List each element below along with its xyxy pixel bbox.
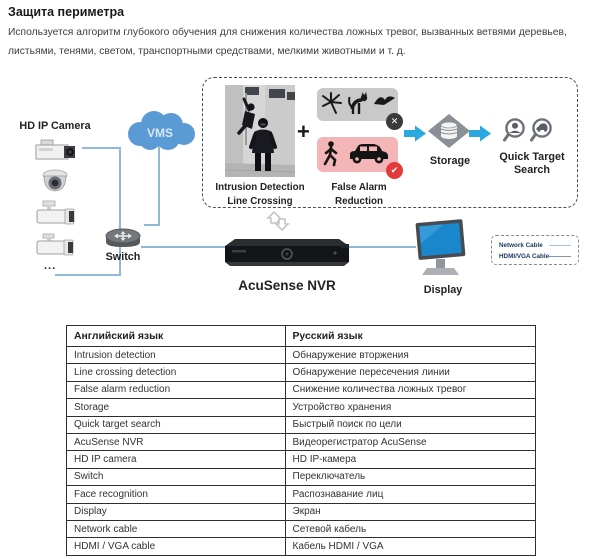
table-cell: False alarm reduction [67,381,286,398]
bullet-camera-icon [33,233,79,261]
cable-legend [491,235,579,265]
vms-cloud-icon [120,110,200,152]
table-row [67,468,536,485]
legend-item-hdmi-vga-cable [499,251,571,262]
table-cell: Network cable [67,520,286,537]
table-row [67,520,536,537]
table-row [67,538,536,555]
intrusion-photo [225,85,295,177]
table-cell: Quick target search [67,416,286,433]
page-description: Используется алгоритм глубокого обучения для снижения количества ложных тревог, вызванных ветвями деревьев, листьями, тенями, светом, транспортными средствами, мелкими животными и т. д. [8,27,567,57]
table-row [67,433,536,450]
table-cell: Line crossing detection [67,364,286,381]
table-cell: Быстрый поиск по цели [285,416,536,433]
table-cell: Устройство хранения [285,399,536,416]
table-cell: Распознавание лиц [285,486,536,503]
table-cell: HD IP camera [67,451,286,468]
cable-camera1-to-bus [82,147,120,149]
table-cell: Снижение количества ложных тревог [285,381,536,398]
cable-vms-vertical [158,144,160,225]
header-russian: Русский язык [285,326,536,347]
table-row [67,416,536,433]
hd-ip-camera-label: HD IP Camera [19,120,91,132]
legend-label: HDMI/VGA Cable [499,253,550,260]
header-english: Английский язык [67,326,286,347]
table-cell: Кабель HDMI / VGA [285,538,536,555]
branch-icon [323,93,341,113]
table-cell: Обнаружение пересечения линии [285,364,536,381]
bird-icon [374,96,395,105]
switch-icon [104,227,142,250]
table-row [67,347,536,364]
cat-icon [349,92,367,114]
car-icon [350,144,388,163]
magnifier-face-icon [505,119,524,140]
table-row [67,451,536,468]
table-row [67,486,536,503]
table-cell: Face recognition [67,486,286,503]
storage-label: Storage [429,155,471,167]
table-row [67,364,536,381]
magnifier-car-icon [532,119,551,140]
cable-nvr-to-display [348,246,416,248]
false-alarm-label: False Alarm Reduction [331,182,387,207]
reject-badge: ✕ [386,113,403,130]
table-cell: Видеорегистратор AcuSense [285,433,536,450]
quick-target-search-icon [503,117,557,144]
dome-camera-icon [41,168,69,195]
plus-sign: + [297,119,310,144]
legend-label: Network Cable [499,242,543,249]
table-cell: Экран [285,503,536,520]
sync-arrows-icon [266,210,290,232]
display-icon [413,218,469,282]
storage-icon [428,114,470,149]
table-header-row [67,326,536,347]
table-cell: Intrusion detection [67,347,286,364]
table-cell: AcuSense NVR [67,433,286,450]
target-icons [322,140,394,169]
table-cell: HD IP-камера [285,451,536,468]
nvr-icon [223,236,351,268]
bullet-camera-icon [33,200,79,230]
quick-target-search-label: Quick Target Search [499,151,565,176]
table-row [67,503,536,520]
cable-switch-to-nvr [141,246,227,248]
table-cell: Storage [67,399,286,416]
accept-badge: ✔ [386,162,403,179]
switch-label: Switch [105,251,141,263]
table-row [67,381,536,398]
table-cell: Переключатель [285,468,536,485]
more-cameras-ellipsis: ... [44,260,57,272]
intrusion-detection-label: Intrusion Detection Line Crossing [215,182,305,207]
table-cell: Сетевой кабель [285,520,536,537]
cable-camera-bottom [55,274,121,276]
legend-item-network-cable [499,240,571,251]
display-label: Display [423,284,463,296]
table-row [67,399,536,416]
table-cell: Display [67,503,286,520]
page-title: Защита периметра [8,5,125,19]
arrow-right-icon [469,125,491,142]
table-cell: Обнаружение вторжения [285,347,536,364]
person-icon [325,141,336,165]
network-cable-swatch [549,245,571,247]
box-camera-icon [33,139,79,163]
table-cell: Switch [67,468,286,485]
hdmi-vga-cable-swatch [549,256,571,258]
arrow-right-icon [404,125,426,142]
translation-table [66,325,536,556]
nvr-label: AcuSense NVR [238,278,336,293]
animal-icons [320,91,396,118]
svg-text:VMS: VMS [146,126,174,140]
cable-vms-horizontal [144,224,160,226]
table-cell: HDMI / VGA cable [67,538,286,555]
